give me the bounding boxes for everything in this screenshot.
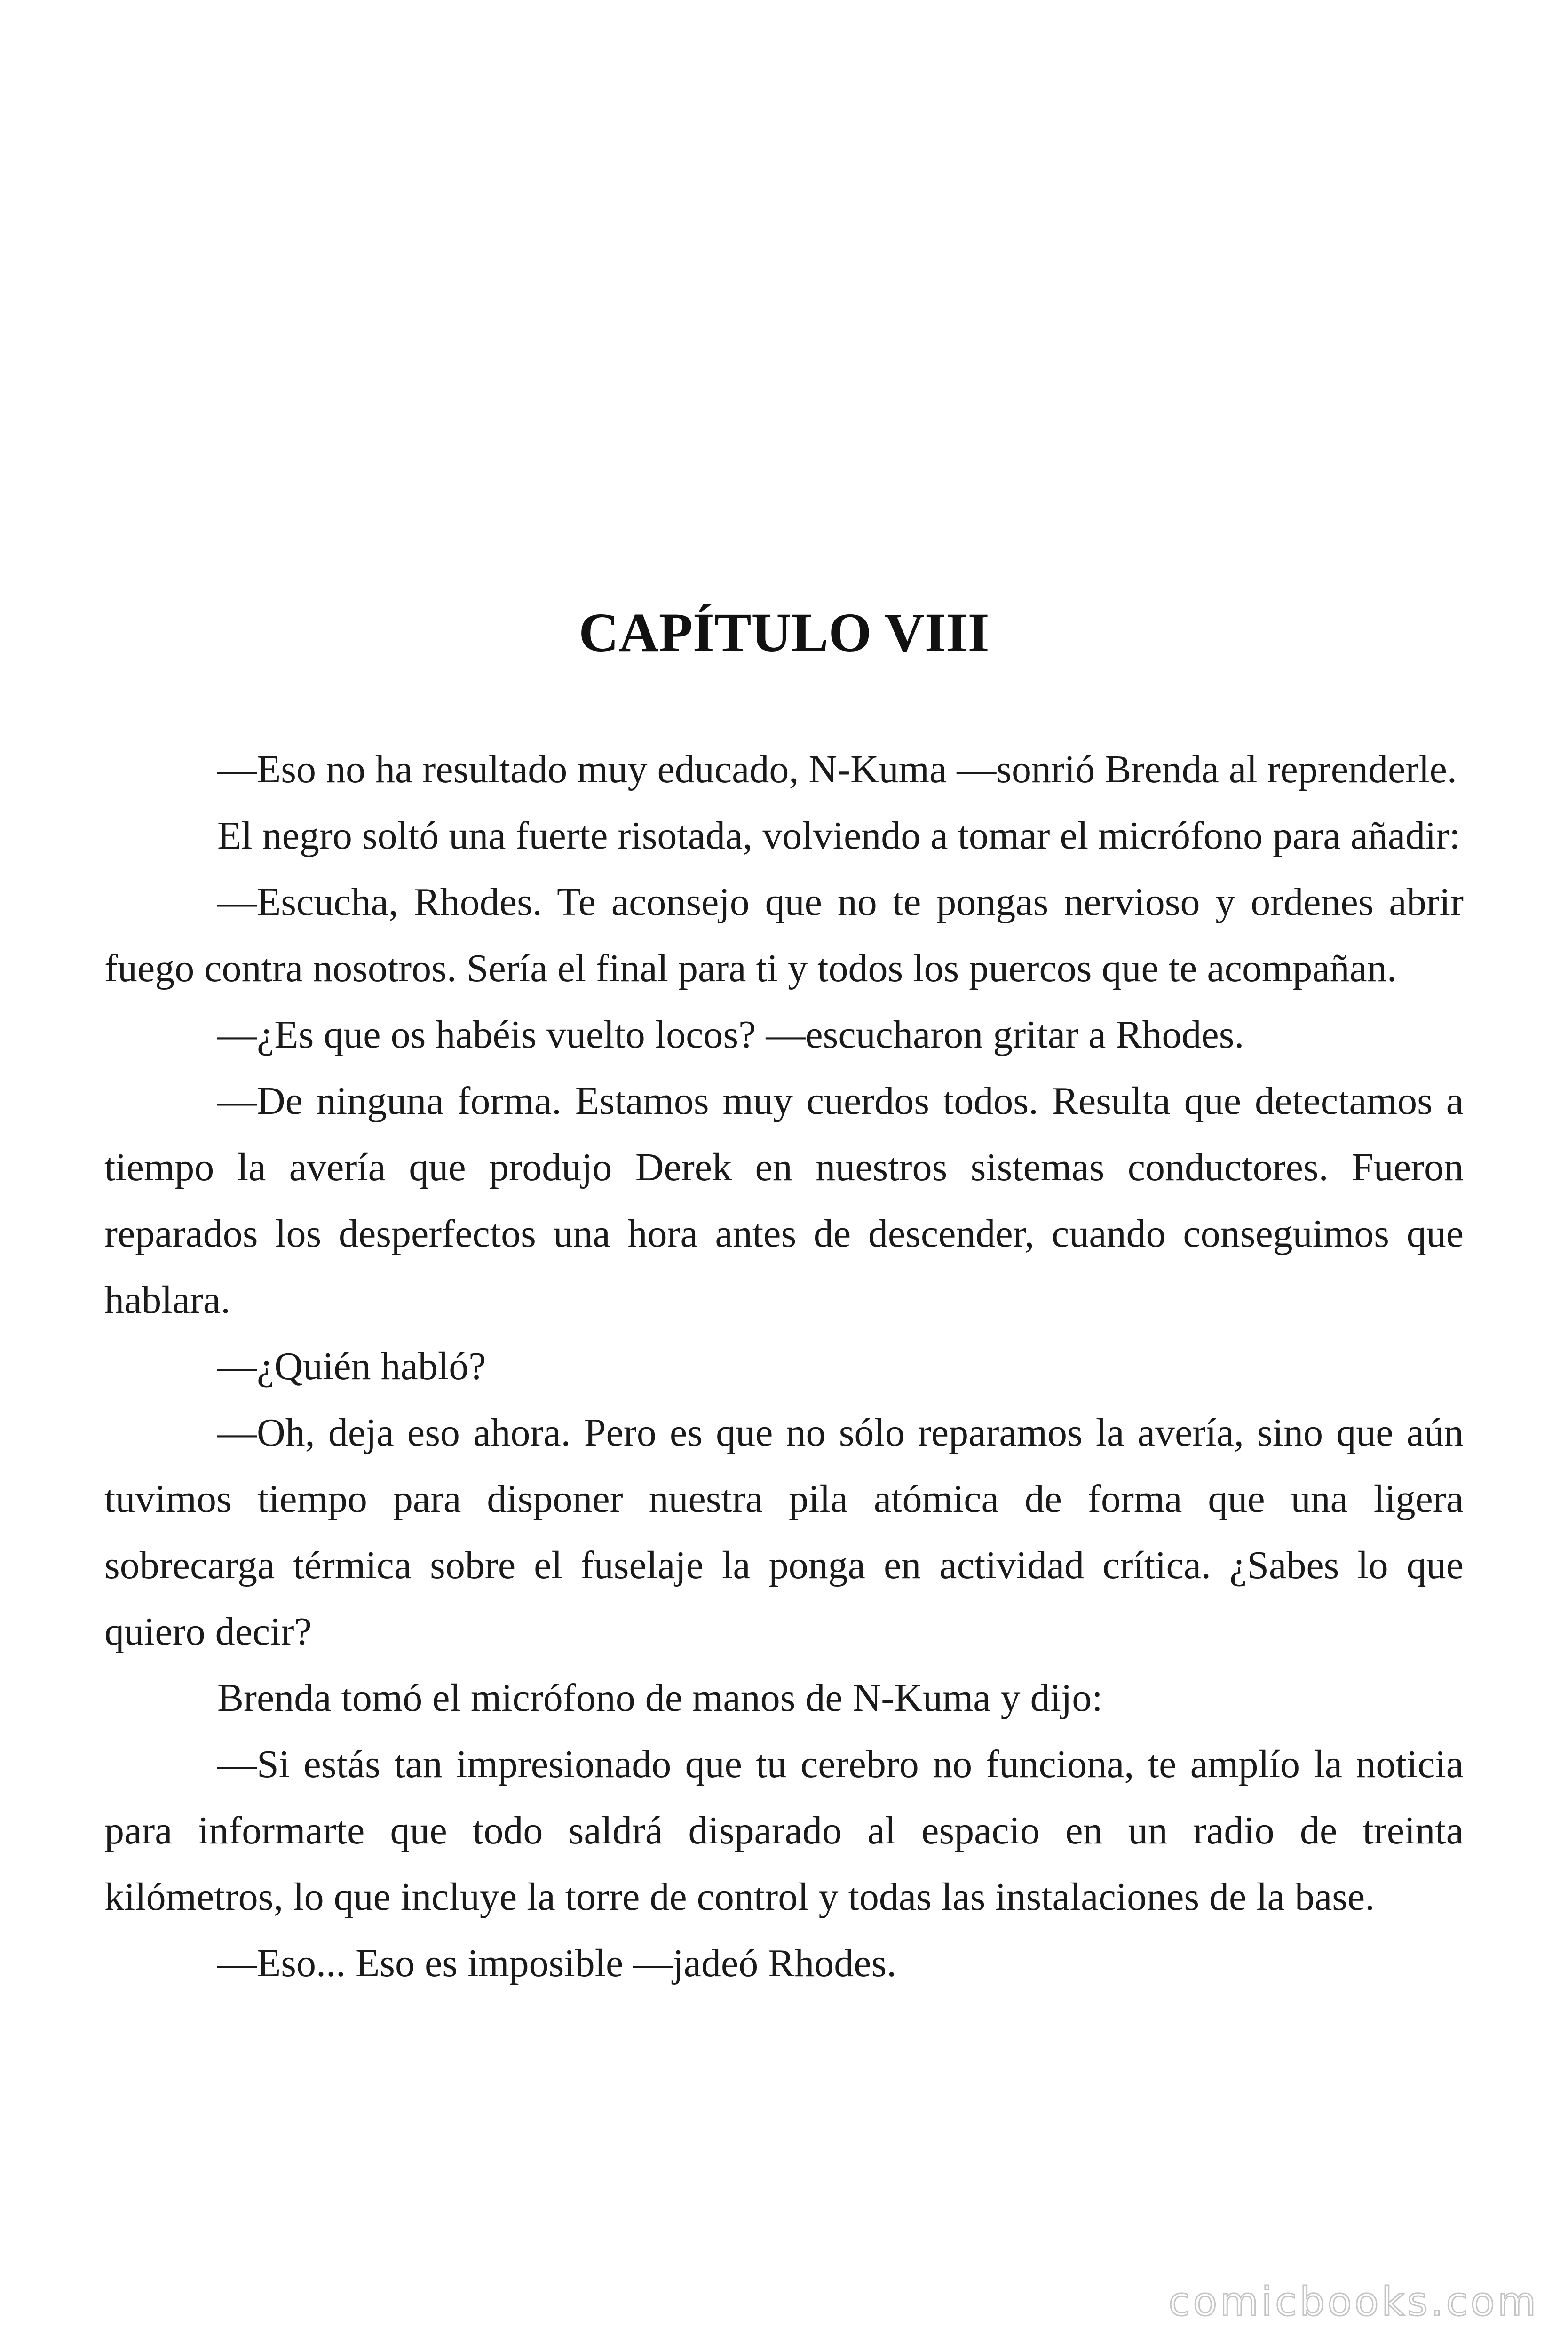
chapter-title: CAPÍTULO VIII xyxy=(578,602,990,663)
watermark-logo: comicbooks.com xyxy=(1168,2279,1539,2325)
paragraph: —¿Es que os habéis vuelto locos? —escucharon gritar a Rhodes. xyxy=(217,1013,1244,1057)
paragraph: —De ninguna forma. Estamos muy cuerdos todos. Resulta que detectamos a tiempo la avería que produjo Derek en nuestros sistemas conductores. Fueron reparados los desperfectos una hora antes de descender, cuando conseguimos que hablara. xyxy=(104,1079,1464,1322)
paragraph: Brenda tomó el micrófono de manos de N-Kuma y dijo: xyxy=(217,1676,1103,1720)
paragraph: —Eso no ha resultado muy educado, N-Kuma —sonrió Brenda al reprenderle. xyxy=(217,747,1457,791)
paragraph: —Si estás tan impresionado que tu cerebro no funciona, te amplío la noticia para informarte que todo saldrá disparado al espacio en un radio de treinta kilómetros, lo que incluye la torre de control y todas las instalaciones de la base. xyxy=(104,1742,1464,1919)
paragraph: —¿Quién habló? xyxy=(217,1344,486,1388)
paragraph: El negro soltó una fuerte risotada, volviendo a tomar el micrófono para añadir: xyxy=(217,814,1460,858)
chapter-body xyxy=(104,736,1464,1996)
paragraph: —Escucha, Rhodes. Te aconsejo que no te pongas nervioso y ordenes abrir fuego contra nosotros. Sería el final para ti y todos los puercos que te acompañan. xyxy=(104,880,1464,990)
paragraph: —Eso... Eso es imposible —jadeó Rhodes. xyxy=(217,1941,897,1985)
paragraph: —Oh, deja eso ahora. Pero es que no sólo reparamos la avería, sino que aún tuvimos tiempo para disponer nuestra pila atómica de forma que una ligera sobrecarga térmica sobre el fuselaje la ponga en actividad crítica. ¿Sabes lo que quiero decir? xyxy=(104,1411,1464,1653)
